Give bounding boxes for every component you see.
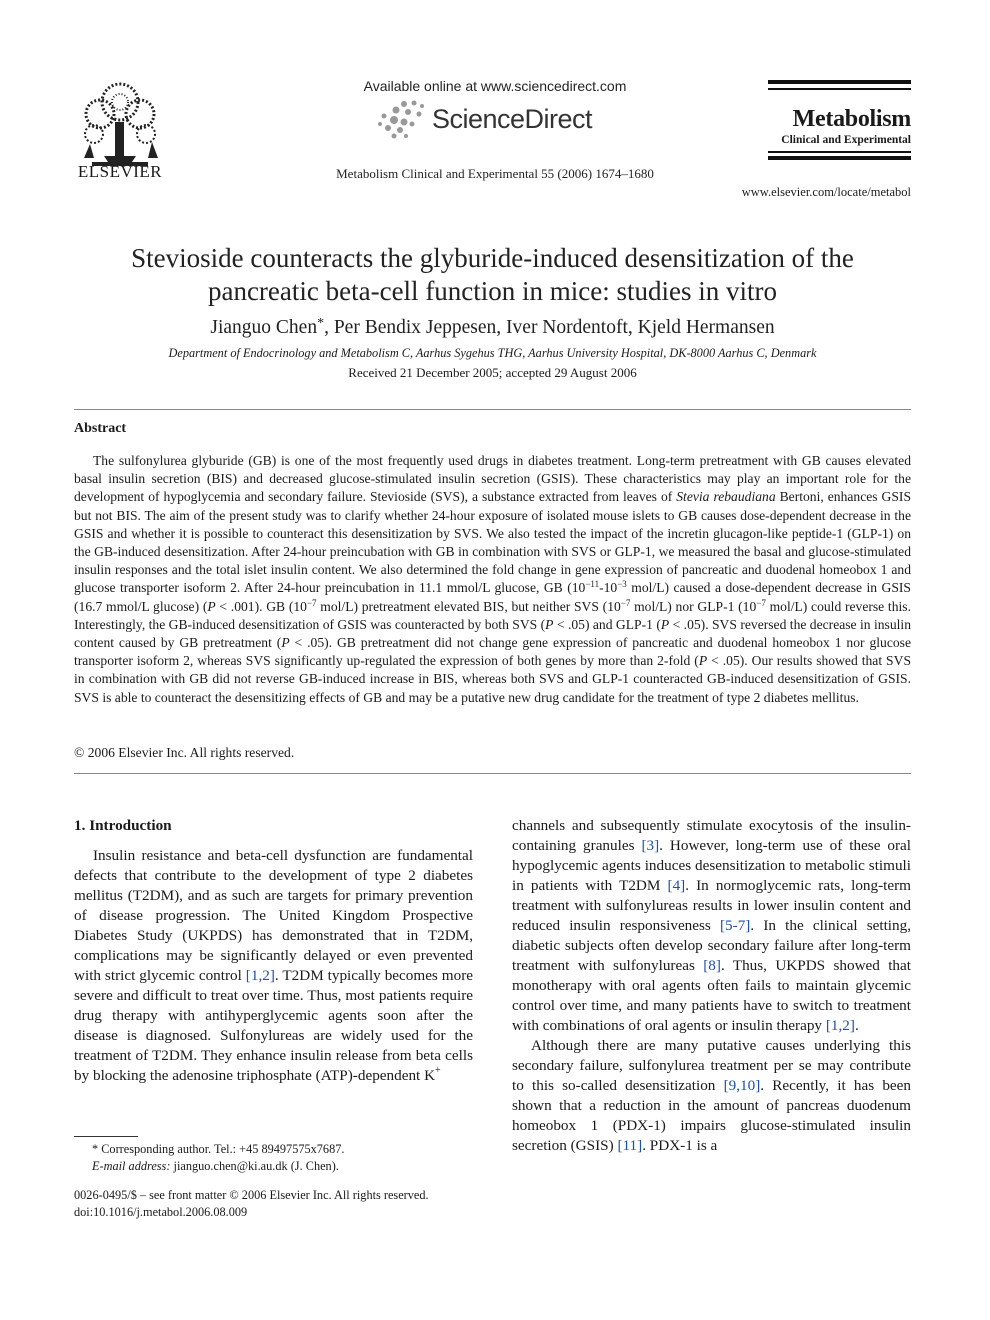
abstract-segment: mol/L) nor GLP-1 (10: [630, 598, 757, 614]
paragraph-text: . T2DM typically becomes more severe and difficult to treat over time. Thus, most patients require drug therapy with antihyperglycemic agents soon after the disease is diagnosed. Sulfonylureas are widely used for the treatment of T2DM. They enhance insulin release from beta cells by blocking the adenosine triphosphate (ATP)-dependent K: [74, 967, 473, 1084]
article-title: [74, 242, 911, 308]
paragraph-text: . Recently, it has been shown that a reduction in the amount of pancreas duodenum homeobox 1 (PDX-1) impairs glucose-stimulated insulin secretion (GSIS): [512, 1077, 911, 1154]
corresponding-author-note: * Corresponding author. Tel.: +45 89497575x7687.: [92, 1142, 345, 1156]
section-heading: 1. Introduction: [74, 817, 172, 834]
abstract-segment: < .05) and GLP-1 (: [553, 616, 661, 632]
abstract-segment: mol/L) caused a dose-dependent decrease in GSIS (16.7 mmol/L glucose) (: [74, 580, 911, 614]
superscript: +: [435, 1065, 441, 1076]
exponent: −7: [756, 597, 766, 608]
journal-subtitle: Clinical and Experimental: [781, 134, 911, 146]
abstract-segment: -10: [599, 580, 618, 596]
citation-link[interactable]: [8]: [703, 957, 721, 974]
body-column-right: [512, 816, 911, 1156]
abstract-segment: < .05). GB pretreatment did not change gene expression of pancreatic and duodenal homeobox 1 nor glucose transporter isoform 2, whereas SVS significantly up-regulated the expression of both genes by more than 2-fold (: [74, 635, 911, 669]
p-symbol: P: [660, 616, 670, 632]
abstract-heading: Abstract: [74, 421, 127, 436]
journal-url-link[interactable]: www.elsevier.com/locate/metabol: [741, 185, 911, 199]
abstract-segment: Bertoni, enhances GSIS but not BIS. The aim of the present study was to clarify whether 24-hour exposure of isolated mouse islets to GB causes dose-dependent decrease in the GSIS and whether it is possible to counteract this desensitization by SVS. We also tested the impact of the incretin glucagon-like peptide-1 (GLP-1) on the GB-induced desensitization. After 24-hour preincubation with GB in combination with SVS or GLP-1, we measured the basal and glucose-stimulated insulin responses and the total islet insulin content. We also determined the fold change in gene expression of pancreatic and duodenal homeobox 1 and glucose transporter isoform 2. After 24-hour preincubation in 11.1 mmol/L glucose, GB (10: [74, 489, 912, 596]
species-name: Stevia rebaudiana: [676, 489, 776, 505]
sciencedirect-logo[interactable]: [374, 98, 614, 142]
paragraph-text: Insulin resistance and beta-cell dysfunction are fundamental defects that contribute to the development of type 2 diabetes mellitus (T2DM), and as such are targets for primary prevention of disease progression. The United Kingdom Prospective Diabetes Study (UKPDS) has demonstrated that in T2DM, complications may be significantly delayed or even prevented with strict glycemic control: [74, 847, 473, 984]
author-names: , Per Bendix Jeppesen, Iver Nordentoft, Kjeld Hermansen: [324, 317, 775, 338]
citation-link[interactable]: [3]: [641, 837, 660, 854]
affiliation: Department of Endocrinology and Metabolism C, Aarhus Sygehus THG, Aarhus University Hospital, DK-8000 Aarhus C, Denmark: [168, 346, 817, 360]
masthead-rule: [768, 88, 911, 90]
abstract-segment: The sulfonylurea glyburide (GB) is one of the most frequently used drugs in diabetes treatment. Long-term pretreatment with GB causes elevated basal insulin secretion (BIS) and decreased glucose-stimulated insulin secretion (GSIS). These characteristics may play an important role for the development of hypoglycemia and secondary failure. Stevioside (SVS), a substance extracted from leaves of: [74, 453, 911, 505]
paragraph-text: . In the clinical setting, diabetic subjects often develop secondary failure after long-term treatment with sulfonylureas: [512, 917, 911, 974]
citation-link[interactable]: [1,2]: [825, 1017, 855, 1034]
corresponding-mark[interactable]: *: [317, 316, 325, 331]
paragraph-text: . However, long-term use of these oral hypoglycemic agents induces desensitization to metabolic stimuli in patients with T2DM: [512, 837, 911, 894]
paragraph-text: . Thus, UKPDS showed that monotherapy with oral agents often fails to maintain glycemic control over time, and many patients have to switch to treatment with combinations of oral agents or insulin therapy: [512, 957, 911, 1034]
sciencedirect-wordmark: ScienceDirect: [432, 104, 593, 134]
exponent: −3: [617, 579, 627, 590]
abstract-text: [74, 452, 911, 707]
title-line: pancreatic beta-cell function in mice: studies in vitro: [207, 276, 778, 306]
sciencedirect-dots-icon: [374, 98, 430, 142]
title-line: Stevioside counteracts the glyburide-induced desensitization of the: [131, 243, 854, 273]
citation-link[interactable]: [9,10]: [723, 1077, 761, 1094]
email-note: [92, 1159, 339, 1174]
divider: [74, 409, 911, 410]
abstract-segment: mol/L) pretreatment elevated BIS, but neither SVS (10: [316, 598, 621, 614]
available-online-text[interactable]: Available online at www.sciencedirect.com: [363, 78, 627, 94]
masthead-rule: [768, 80, 911, 84]
p-symbol: P: [698, 653, 708, 669]
exponent: −7: [306, 597, 317, 608]
paragraph-text: .: [854, 1017, 859, 1034]
publisher-name: ELSEVIER: [77, 162, 163, 181]
journal-name: Metabolism: [792, 106, 911, 132]
paragraph: [74, 846, 473, 1086]
masthead-rule: [768, 151, 911, 153]
paragraph: [512, 1036, 911, 1156]
received-dates: Received 21 December 2005; accepted 29 August 2006: [348, 365, 637, 380]
paragraph-text: . In normoglycemic rats, long-term treatment with sulfonylureas results in lower insulin content and reduced insulin responsiveness: [512, 877, 911, 934]
email-label: E-mail address:: [92, 1159, 171, 1173]
p-symbol: P: [545, 616, 554, 632]
exponent: −7: [620, 597, 631, 608]
p-symbol: P: [207, 598, 216, 614]
abstract-segment: < .05). Our results showed that SVS in combination with GB did not reverse GB-induced increase in BIS, whereas both SVS and GLP-1 counteracted GB-induced desensitization of GSIS. SVS is able to counteract the desensitizing effects of GB and may be a putative new drug candidate for the treatment of type 2 diabetes mellitus.: [74, 653, 911, 705]
abstract-segment: mol/L) could reverse this. Interestingly, the GB-induced desensitization of GSIS was counteracted by both SVS (: [74, 598, 911, 632]
exponent: −11: [585, 579, 600, 590]
paragraph-text: Although there are many putative causes underlying this secondary failure, sulfonylurea treatment per se may contribute to this so-called desensitization: [512, 1037, 911, 1094]
issn-line: 0026-0495/$ – see front matter © 2006 Elsevier Inc. All rights reserved.: [74, 1188, 429, 1202]
footnote-rule: [74, 1136, 138, 1137]
masthead-rule: [768, 156, 911, 160]
citation-link[interactable]: [11]: [617, 1137, 643, 1154]
abstract-segment: < .05). SVS reversed the decrease in insulin content caused by GB pretreatment (: [74, 616, 911, 651]
journal-citation: Metabolism Clinical and Experimental 55 (2006) 1674–1680: [336, 166, 654, 181]
body-column-left: [74, 816, 473, 1086]
citation-link[interactable]: [1,2]: [245, 967, 275, 984]
p-symbol: P: [281, 635, 290, 651]
author-name[interactable]: Jianguo Chen: [210, 317, 318, 338]
citation-link[interactable]: [5-7]: [720, 917, 751, 934]
abstract-segment: < .001). GB (10: [215, 598, 307, 614]
divider: [74, 773, 911, 774]
doi-link[interactable]: doi:10.1016/j.metabol.2006.08.009: [74, 1205, 248, 1219]
paragraph-text: . PDX-1 is a: [642, 1137, 718, 1154]
email-link[interactable]: jianguo.chen@ki.au.dk (J. Chen).: [170, 1159, 339, 1173]
paragraph-text: channels and subsequently stimulate exocytosis of the insulin-containing granules: [512, 817, 911, 854]
copyright-notice: © 2006 Elsevier Inc. All rights reserved.: [74, 745, 295, 760]
author-list: [74, 316, 911, 339]
paragraph: [512, 816, 911, 1036]
citation-link[interactable]: [4]: [667, 877, 686, 894]
